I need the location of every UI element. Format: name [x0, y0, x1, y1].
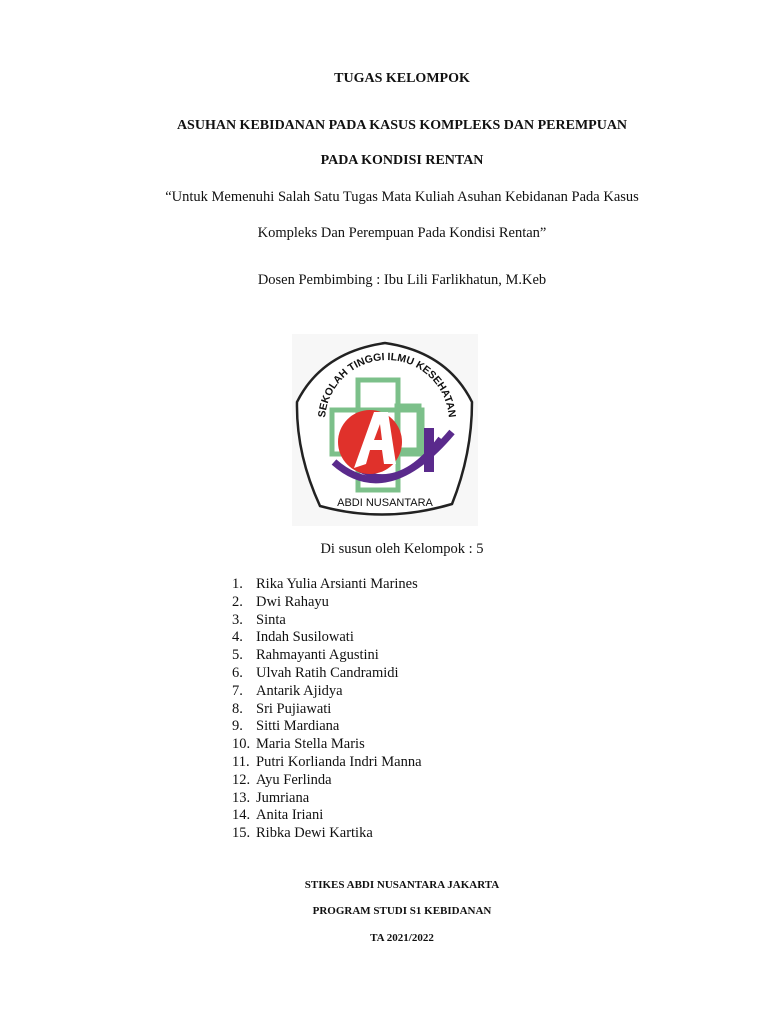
- member-name: Sinta: [256, 611, 286, 628]
- member-number: 13.: [232, 789, 251, 806]
- member-name: Rika Yulia Arsianti Marines: [256, 576, 418, 592]
- quote-line-1: “Untuk Memenuhi Salah Satu Tugas Mata Kuliah Asuhan Kebidanan Pada Kasus: [165, 189, 639, 205]
- member-list-item: [232, 612, 422, 630]
- member-number: 8.: [232, 700, 243, 717]
- member-number: 6.: [232, 664, 243, 681]
- member-name: Ulvah Ratih Candramidi: [256, 664, 399, 681]
- logo-bottom-text: ABDI NUSANTARA: [337, 497, 433, 509]
- member-name: Maria Stella Maris: [256, 736, 365, 753]
- member-list-item: [232, 772, 422, 790]
- subtitle-line-2: PADA KONDISI RENTAN: [320, 153, 484, 168]
- footer-year: TA 2021/2022: [370, 932, 434, 944]
- member-number: 4.: [232, 629, 243, 646]
- member-number: 15.: [232, 825, 251, 842]
- member-name: Sri Pujiawati: [256, 700, 332, 717]
- member-number: 11.: [232, 753, 250, 770]
- stikes-logo-icon: [292, 334, 478, 526]
- member-list-item: [232, 807, 422, 825]
- member-name: Indah Susilowati: [256, 629, 354, 646]
- logo-arc-text: SEKOLAH TINGGI ILMU KESEHATAN: [316, 350, 458, 419]
- member-name: Sitti Mardiana: [256, 718, 340, 735]
- member-list-item: [232, 576, 422, 594]
- member-list-item: [232, 736, 422, 754]
- member-list-item: [232, 665, 422, 683]
- member-number: 12.: [232, 771, 251, 788]
- supervisor-line: Dosen Pembimbing : Ibu Lili Farlikhatun, M.Keb: [257, 272, 547, 288]
- member-name: Antarik Ajidya: [256, 682, 343, 699]
- member-number: 7.: [232, 682, 243, 699]
- quote-line-2: Kompleks Dan Perempuan Pada Kondisi Rentan”: [257, 225, 547, 241]
- member-number: 10.: [232, 736, 251, 753]
- member-name: Rahmayanti Agustini: [256, 647, 379, 664]
- institution-logo: [292, 334, 478, 526]
- member-number: 14.: [232, 807, 251, 824]
- member-list-item: [232, 647, 422, 665]
- subtitle-line-1: ASUHAN KEBIDANAN PADA KASUS KOMPLEKS DAN PEREMPUAN: [176, 118, 628, 133]
- member-list-item: [232, 629, 422, 647]
- member-list-item: [232, 790, 422, 808]
- member-name: Dwi Rahayu: [256, 593, 329, 610]
- member-number: 1.: [232, 576, 243, 592]
- member-list: [232, 576, 422, 843]
- member-number: 5.: [232, 647, 243, 664]
- member-list-item: [232, 825, 422, 843]
- member-list-item: [232, 594, 422, 612]
- member-number: 9.: [232, 718, 243, 735]
- member-name: Anita Iriani: [256, 807, 324, 824]
- member-name: Ayu Ferlinda: [256, 771, 332, 788]
- footer-program: PROGRAM STUDI S1 KEBIDANAN: [312, 905, 492, 917]
- group-label: Di susun oleh Kelompok : 5: [320, 541, 484, 557]
- footer-institution: STIKES ABDI NUSANTARA JAKARTA: [304, 879, 500, 891]
- document-title: TUGAS KELOMPOK: [334, 71, 470, 86]
- member-list-item: [232, 701, 422, 719]
- member-name: Jumriana: [256, 789, 310, 806]
- member-name: Putri Korlianda Indri Manna: [256, 753, 422, 770]
- member-list-item: [232, 754, 422, 772]
- member-name: Ribka Dewi Kartika: [256, 825, 373, 842]
- member-number: 3.: [232, 611, 243, 628]
- member-number: 2.: [232, 593, 243, 610]
- member-list-item: [232, 718, 422, 736]
- member-list-item: [232, 683, 422, 701]
